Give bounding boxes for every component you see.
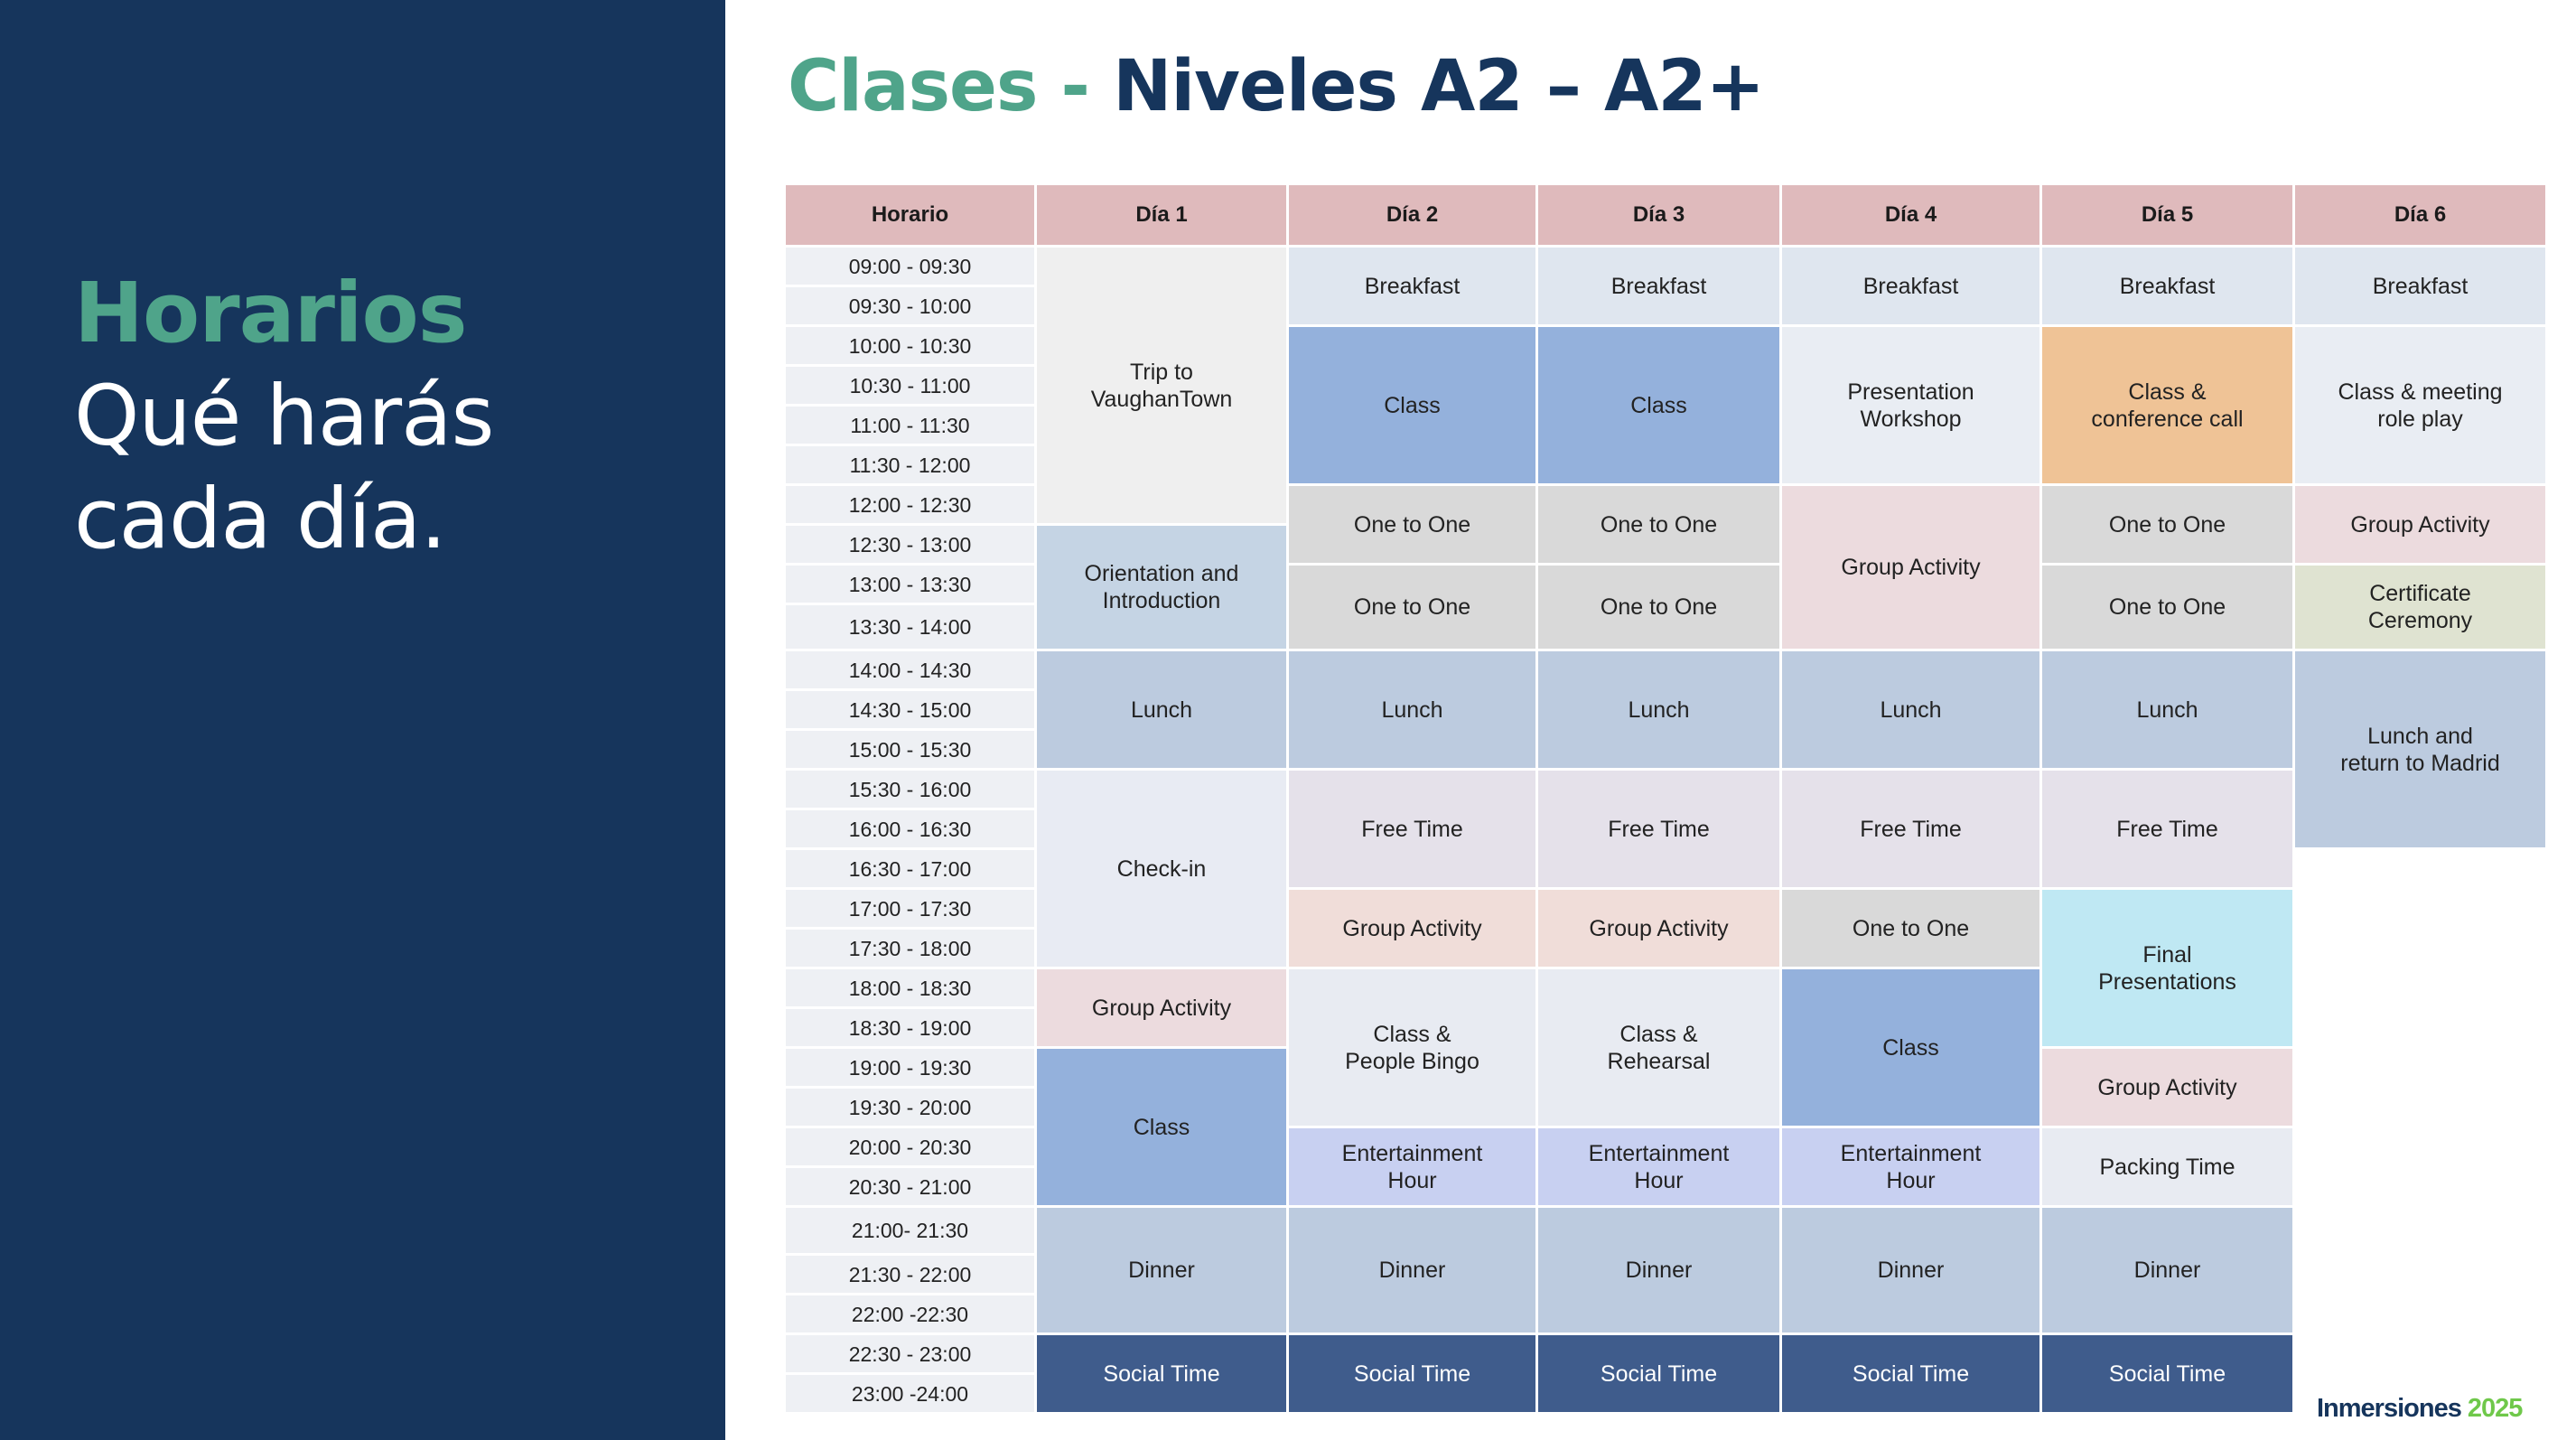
time-slot: 23:00 -24:00 (786, 1375, 1034, 1412)
header-day-3: Día 3 (1538, 185, 1779, 245)
brand-name: Inmersiones (2317, 1394, 2461, 1423)
day4-class: Class (1782, 969, 2039, 1126)
day5-packing-time: Packing Time (2042, 1128, 2292, 1205)
day3-group-activity: Group Activity (1538, 890, 1779, 967)
day5-lunch: Lunch (2042, 651, 2292, 768)
day5-class-conference-call: Class & conference call (2042, 327, 2292, 483)
day4-group-activity: Group Activity (1782, 486, 2039, 649)
time-slot: 15:30 - 16:00 (786, 771, 1034, 808)
day1-group-activity: Group Activity (1037, 969, 1286, 1046)
day5-final-presentations: Final Presentations (2042, 890, 2292, 1046)
time-slot: 10:30 - 11:00 (786, 367, 1034, 404)
day3-entertainment-hour: Entertainment Hour (1538, 1128, 1779, 1205)
day4-one-to-one: One to One (1782, 890, 2039, 967)
header-day-6: Día 6 (2295, 185, 2545, 245)
day5-free-time: Free Time (2042, 771, 2292, 887)
day3-breakfast: Breakfast (1538, 248, 1779, 324)
time-slot: 19:30 - 20:00 (786, 1089, 1034, 1126)
day3-class-rehearsal: Class & Rehearsal (1538, 969, 1779, 1126)
day6-group-activity: Group Activity (2295, 486, 2545, 563)
time-slot: 10:00 - 10:30 (786, 327, 1034, 364)
sidebar-title: Horarios (74, 265, 467, 361)
day4-social-time: Social Time (1782, 1335, 2039, 1412)
title-levels: Niveles A2 – A2+ (1113, 46, 1764, 127)
day1-check-in: Check-in (1037, 771, 1286, 967)
time-slot: 17:00 - 17:30 (786, 890, 1034, 927)
day6-lunch-return-madrid: Lunch and return to Madrid (2295, 651, 2545, 847)
day2-group-activity: Group Activity (1289, 890, 1535, 967)
day5-social-time: Social Time (2042, 1335, 2292, 1412)
time-slot: 16:00 - 16:30 (786, 810, 1034, 847)
day5-dinner: Dinner (2042, 1208, 2292, 1332)
day3-social-time: Social Time (1538, 1335, 1779, 1412)
time-slot: 19:00 - 19:30 (786, 1049, 1034, 1086)
day5-one-to-one: One to One (2042, 566, 2292, 649)
day4-dinner: Dinner (1782, 1208, 2039, 1332)
header-day-2: Día 2 (1289, 185, 1535, 245)
day5-group-activity: Group Activity (2042, 1049, 2292, 1126)
time-slot: 13:00 - 13:30 (786, 566, 1034, 603)
time-slot: 16:30 - 17:00 (786, 850, 1034, 887)
day6-class-meeting-role-play: Class & meeting role play (2295, 327, 2545, 483)
header-horario: Horario (786, 185, 1034, 245)
time-slot: 21:00- 21:30 (786, 1208, 1034, 1253)
day5-breakfast: Breakfast (2042, 248, 2292, 324)
day2-lunch: Lunch (1289, 651, 1535, 768)
time-slot: 11:00 - 11:30 (786, 407, 1034, 444)
day3-class: Class (1538, 327, 1779, 483)
day4-entertainment-hour: Entertainment Hour (1782, 1128, 2039, 1205)
day2-one-to-one: One to One (1289, 486, 1535, 563)
day4-breakfast: Breakfast (1782, 248, 2039, 324)
brand-year: 2025 (2467, 1394, 2523, 1423)
day2-entertainment-hour: Entertainment Hour (1289, 1128, 1535, 1205)
day2-class: Class (1289, 327, 1535, 483)
header-day-5: Día 5 (2042, 185, 2292, 245)
time-slot: 22:00 -22:30 (786, 1295, 1034, 1332)
day6-breakfast: Breakfast (2295, 248, 2545, 324)
day4-presentation-workshop: Presentation Workshop (1782, 327, 2039, 483)
brand-logo (2317, 1394, 2522, 1424)
time-slot: 13:30 - 14:00 (786, 605, 1034, 649)
day3-one-to-one: One to One (1538, 486, 1779, 563)
day4-free-time: Free Time (1782, 771, 2039, 887)
time-slot: 14:00 - 14:30 (786, 651, 1034, 688)
day3-one-to-one: One to One (1538, 566, 1779, 649)
day3-lunch: Lunch (1538, 651, 1779, 768)
day5-one-to-one: One to One (2042, 486, 2292, 563)
time-slot: 12:30 - 13:00 (786, 526, 1034, 563)
sidebar (0, 0, 725, 1440)
time-slot: 09:00 - 09:30 (786, 248, 1034, 285)
day2-class-people-bingo: Class & People Bingo (1289, 969, 1535, 1126)
day2-free-time: Free Time (1289, 771, 1535, 887)
day1-dinner: Dinner (1037, 1208, 1286, 1332)
schedule-table (786, 185, 2534, 1406)
time-slot: 09:30 - 10:00 (786, 287, 1034, 324)
day2-breakfast: Breakfast (1289, 248, 1535, 324)
time-slot: 20:00 - 20:30 (786, 1128, 1034, 1165)
day4-lunch: Lunch (1782, 651, 2039, 768)
day3-free-time: Free Time (1538, 771, 1779, 887)
time-slot: 20:30 - 21:00 (786, 1168, 1034, 1205)
day2-one-to-one: One to One (1289, 566, 1535, 649)
day2-dinner: Dinner (1289, 1208, 1535, 1332)
day6-certificate-ceremony: Certificate Ceremony (2295, 566, 2545, 649)
time-slot: 18:00 - 18:30 (786, 969, 1034, 1006)
day1-class: Class (1037, 1049, 1286, 1205)
time-slot: 12:00 - 12:30 (786, 486, 1034, 523)
day3-dinner: Dinner (1538, 1208, 1779, 1332)
time-slot: 18:30 - 19:00 (786, 1009, 1034, 1046)
page-title (788, 40, 1764, 134)
header-day-1: Día 1 (1037, 185, 1286, 245)
header-day-4: Día 4 (1782, 185, 2039, 245)
time-slot: 17:30 - 18:00 (786, 930, 1034, 967)
time-slot: 15:00 - 15:30 (786, 731, 1034, 768)
sidebar-heading (74, 262, 616, 571)
day1-orientation: Orientation and Introduction (1037, 526, 1286, 649)
time-slot: 11:30 - 12:00 (786, 446, 1034, 483)
day1-social-time: Social Time (1037, 1335, 1286, 1412)
day1-lunch: Lunch (1037, 651, 1286, 768)
time-slot: 22:30 - 23:00 (786, 1335, 1034, 1372)
time-slot: 14:30 - 15:00 (786, 691, 1034, 728)
time-slot: 21:30 - 22:00 (786, 1256, 1034, 1293)
day2-social-time: Social Time (1289, 1335, 1535, 1412)
day1-trip-to-vaughantown: Trip to VaughanTown (1037, 248, 1286, 523)
title-prefix: Clases - (788, 46, 1089, 127)
sidebar-subtitle: Qué harás cada día. (74, 368, 494, 567)
